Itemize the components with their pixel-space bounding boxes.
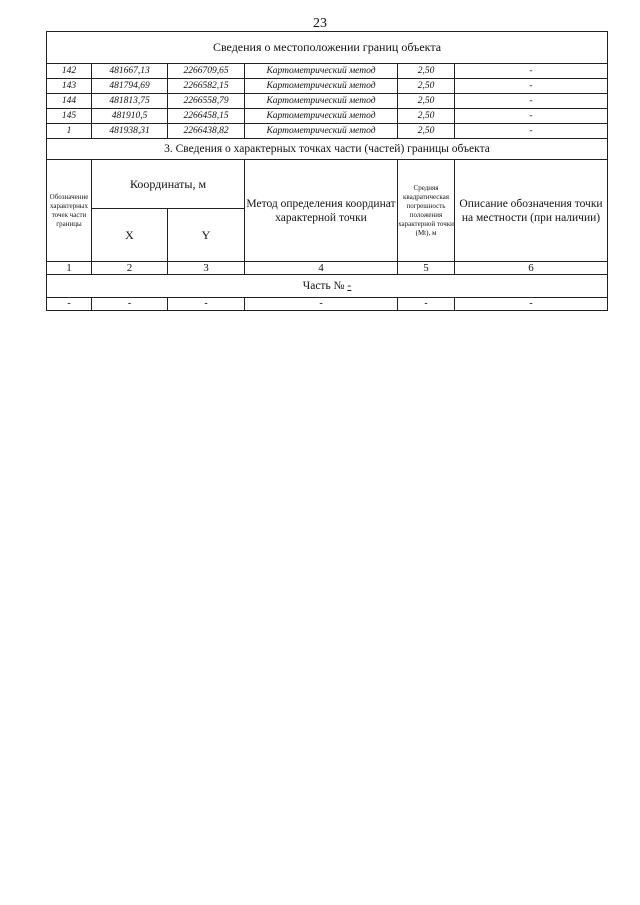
- method: Картометрический метод: [245, 79, 398, 94]
- mean-error: 2,50: [398, 109, 455, 124]
- empty-cell: -: [92, 298, 168, 311]
- column-number: 2: [92, 262, 168, 275]
- description: -: [455, 79, 608, 94]
- point-number: 142: [47, 64, 92, 79]
- coord-y: 2266709,65: [168, 64, 245, 79]
- header-row: [47, 160, 608, 209]
- coord-x: 481794,69: [92, 79, 168, 94]
- coord-x: 481667,13: [92, 64, 168, 79]
- column-number: 5: [398, 262, 455, 275]
- header-method: Метод определения координат характерной точки: [245, 160, 398, 262]
- coord-y: 2266582,15: [168, 79, 245, 94]
- header-x: X: [92, 209, 168, 262]
- header-y: Y: [168, 209, 245, 262]
- method: Картометрический метод: [245, 109, 398, 124]
- coord-y: 2266438,82: [168, 124, 245, 139]
- empty-cell: -: [245, 298, 398, 311]
- part-label: Часть №: [302, 280, 345, 292]
- description: -: [455, 109, 608, 124]
- mean-error: 2,50: [398, 79, 455, 94]
- table-title-row: [47, 32, 608, 64]
- table-row: [47, 79, 608, 94]
- table-row: [47, 64, 608, 79]
- header-description: Описание обозначения точки на местности (при наличии): [455, 160, 608, 262]
- point-number: 1: [47, 124, 92, 139]
- mean-error: 2,50: [398, 64, 455, 79]
- empty-cell: -: [455, 298, 608, 311]
- coord-x: 481910,5: [92, 109, 168, 124]
- coord-y: 2266458,15: [168, 109, 245, 124]
- coord-x: 481813,75: [92, 94, 168, 109]
- header-coordinates: Координаты, м: [92, 160, 245, 209]
- method: Картометрический метод: [245, 64, 398, 79]
- point-number: 145: [47, 109, 92, 124]
- header-mean-error: Средняя квадратическая погрешность положения характерной точки (Мt), м: [398, 160, 455, 262]
- table-row: [47, 109, 608, 124]
- method: Картометрический метод: [245, 124, 398, 139]
- coord-x: 481938,31: [92, 124, 168, 139]
- description: -: [455, 94, 608, 109]
- table-row: [47, 298, 608, 311]
- description: -: [455, 124, 608, 139]
- point-number: 143: [47, 79, 92, 94]
- section-title-row: [47, 139, 608, 160]
- part-cell: [47, 275, 608, 298]
- boundary-table: [46, 31, 608, 311]
- coord-y: 2266558,79: [168, 94, 245, 109]
- empty-cell: -: [398, 298, 455, 311]
- column-number: 1: [47, 262, 92, 275]
- mean-error: 2,50: [398, 94, 455, 109]
- table-row: [47, 124, 608, 139]
- empty-cell: -: [168, 298, 245, 311]
- column-number: 6: [455, 262, 608, 275]
- part-row: [47, 275, 608, 298]
- point-number: 144: [47, 94, 92, 109]
- method: Картометрический метод: [245, 94, 398, 109]
- description: -: [455, 64, 608, 79]
- table-title: Сведения о местоположении границ объекта: [47, 32, 608, 64]
- mean-error: 2,50: [398, 124, 455, 139]
- column-numbers-row: [47, 262, 608, 275]
- column-number: 4: [245, 262, 398, 275]
- empty-cell: -: [47, 298, 92, 311]
- page-number: 23: [313, 16, 327, 31]
- section-title: 3. Сведения о характерных точках части (частей) границы объекта: [47, 139, 608, 160]
- part-number: -: [347, 280, 352, 292]
- table-row: [47, 94, 608, 109]
- header-point-designation: Обозначение характерных точек части границы: [47, 160, 92, 262]
- column-number: 3: [168, 262, 245, 275]
